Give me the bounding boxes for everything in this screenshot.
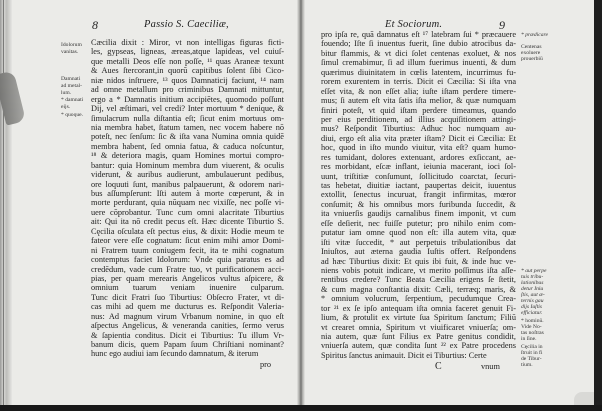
margin-note: * aut perpe [521, 268, 547, 274]
text-line: & Aues ſtercorant,in quorū capitibus ſolent ſibi Cico- [91, 66, 284, 76]
text-line: fouendo; Iſte ſi inuentus fuerit, ſine dubio atrocibus da- [321, 39, 516, 49]
margin-note: Cęcilia in [521, 344, 543, 350]
text-line: putatur iam omne quod non eſt: illa autem vita, quæ [321, 228, 516, 238]
margin-note: eijs. [61, 104, 71, 110]
text-line: niæ nidos inſtruere, ¹³ quos Damnaticij faciunt, ¹⁴ nam [91, 75, 284, 85]
text-line: morte perdurant, quia nūquam nec vixiſſe, nec poſſe vi- [91, 198, 284, 208]
text-line: iſti vitæ ſuccedit, * aut perpetuis tribulationibus dat [321, 237, 516, 247]
text-line: lium, & protulit ex virtute ſua Spiritum ſanctum; Filiū [321, 313, 516, 323]
margin-note: Damnati [61, 76, 81, 82]
text-line: nia autem, quæ ſunt Filius ex Patre genitus condidit, [321, 332, 516, 341]
text-line: bus aſſumpſerunt: Iſti autem à morte cœperunt, & in [91, 189, 284, 198]
text-line: extollit, ſenectus incuruat, frangit infirmitas, mœror [321, 190, 516, 200]
text-line: fateor vere eſſe cognatum: ſicut enim mihi amor Domi- [91, 236, 284, 246]
margin-note: efficiatur. [521, 310, 543, 316]
text-line: poteſt, nec ſenſum: ſic & iſta vana Numina omnia quidē [91, 132, 284, 142]
body-text-right [321, 30, 516, 360]
text-line: pro ipſa re, quā damnatus eſt ¹⁷ latebram ſui * præcauere [321, 30, 516, 39]
text-line: rentibus credere? Tunc Beata Cæcilia erigens ſe ſtetit, [321, 275, 516, 285]
margin-note: * prædicare [521, 32, 548, 38]
text-line: res morbidant, eſcæ inflant, ieiunia macerant, ioci ſol- [321, 162, 516, 172]
text-line: conſumit; & his omnibus mors furibunda ſuccedit, & [321, 199, 516, 209]
page-number-right: 9 [499, 18, 505, 32]
margin-note: ternis gau [521, 298, 544, 304]
text-line: eſſet vita, & non eſſet alia; iuſte iſtam perdere timere- [321, 86, 516, 96]
text-line: mus; ſi autem eſt vita ſatis iſta melior, & quæ numquam [321, 96, 516, 106]
text-line: * omnium volucrum, ſerpentium, pecudumque Crea- [321, 294, 516, 304]
text-line: quærimus diuinitatem in cœlis latentem, incurrimus fu- [321, 67, 516, 77]
text-line: uere cōprobantur. Tunc cum omni alacritate Tiburtius [91, 207, 284, 217]
text-line: ita vniuerſis gaudijs carnalibus finem imponit, vt cum [321, 209, 516, 219]
text-line: finiri poteſt, vt quid iſtam perdere timeamus, quando [321, 105, 516, 115]
book-gutter [297, 0, 305, 405]
text-line: ait: Qui ita nō credit pecus eſt. Hæc dicente Tiburtio S. [91, 217, 284, 227]
text-line: Dij, vel æſtimari, vel credi? Inter mortuum * denique, & [91, 104, 284, 114]
running-head-left: Passio S. Caeciliæ, [144, 19, 229, 30]
text-line: per eius perditionem, ad illius acquiſitionem attingi- [321, 114, 516, 124]
text-line: res tumidant, dolores extenuant, ardores exſiccant, ae- [321, 152, 516, 162]
text-line: ergo a * Damnatis initium accipiētes, quomodo poſſunt [91, 94, 284, 104]
running-head-right: Et Sociorum. [385, 19, 443, 30]
margin-note: de Tibur- [521, 356, 542, 362]
margin-note: ad metal- [61, 83, 82, 89]
text-line: Cæcilia dixit : Miror, vt non intelligas figuras ficti- [91, 38, 284, 47]
text-line: Iniuſtos, aut æterna gaudia Iuſtis offert. Reſpondens [321, 247, 516, 257]
catchword-right: vnum [481, 361, 500, 371]
text-line: eſſe deſierit, nec fuiſſe putetur; pro nihilo enim com- [321, 218, 516, 228]
margin-note: lum. [61, 90, 72, 96]
margin-note: lationibus [521, 280, 544, 286]
margin-note: tium. [521, 362, 533, 368]
text-line: membra habent, ſed omnia fatua, & caduca noſcuntur, [91, 141, 284, 151]
text-line: omnium tuarum veniam inuenire culparum. [91, 283, 284, 293]
margin-note: Centenas [521, 44, 542, 50]
text-line: diui, ergo eſt alia vita præter iſtam? Dicit ei Cæcilia: Et [321, 133, 516, 143]
margin-note: tuis tribu- [521, 274, 544, 280]
margin-note: dijs Iuſtis [521, 304, 542, 310]
margin-note: Vide No- [521, 324, 542, 330]
text-line: ad omne metallum pro criminibus Damnati mittuntur, [91, 85, 284, 95]
text-line: ſimulacrum nulla diſtantia eſt; ſicut enim mortuus om- [91, 113, 284, 123]
text-line: banum dicis, quem Papam ſuum Chriſtiani nominant? [91, 340, 284, 349]
text-line: ſimul cremabimur, ſi ad illum fuerimus inuenti, & dum [321, 58, 516, 68]
text-line: credēdum, vade cum Fratre tuo, vt purificationem acci- [91, 264, 284, 274]
text-line: bantur: quia Hominum membra dum viuerent, & oculis [91, 160, 284, 170]
margin-note: in ſine. [521, 336, 537, 342]
text-line: nia membra habet, ſtatum tamen, nec vocem habere nō [91, 122, 284, 132]
catchword-left: pro [260, 360, 272, 370]
text-line: Spiritus ſanctus animauit. Dicit ei Tiburtius: Certe [321, 350, 487, 360]
text-line: rorem exurentem in terris. Dicit ei Cæcilia: Si iſta vna [321, 77, 516, 87]
scan-border-bottom [0, 405, 602, 411]
text-line: viderunt, & auribus audierunt, ambulauerunt pedibus, [91, 170, 284, 180]
text-line: contemptus faciet Idolorum: Vnde quia paratus es ad [91, 255, 284, 265]
text-line: uunt, triſtitiæ conſumunt, ſollicitudo coarctat, ſecuri- [321, 171, 516, 181]
margin-note: ſtruit in fi [521, 350, 543, 356]
text-line: hunc ego audiui iam ſecundo damnatum, & iterum [91, 349, 259, 359]
text-line: hoc, quod in iſto mundo viuitur, vita eſt? quam humo- [321, 143, 516, 153]
text-line: ore loquuti ſunt, manibus palpauerunt, & odorem nari- [91, 179, 284, 189]
text-line: tas hebetat, diuitiæ iactant, paupertas deicit, iuuentus [321, 181, 516, 190]
text-line: Cęcilia oſculata eſt pectus eius, & dixit: Hodie meum te [91, 226, 284, 236]
page-stack-edge-left [0, 0, 12, 405]
text-line: mus? Reſpondit Tiburtius: Adhuc hoc numquam au- [321, 124, 516, 134]
margin-note: ſtis, aut æ- [521, 292, 545, 298]
text-line: ni Fratrem tuum coniugem fecit, ita te mihi cognatum [91, 245, 284, 255]
text-line: cas mihi ad quem me ducturus es. Reſpondit Valeria- [91, 302, 284, 312]
text-line: vt crearet omnia, Spiritum vt viuificaret vniuerſa; om- [321, 322, 516, 332]
margin-note: * hominū. [521, 318, 544, 324]
text-line: ad hæc Tiburtius dixit: Et quis ibi fuit, & inde huc ve- [321, 256, 516, 266]
right-page [305, 0, 594, 405]
text-line: Tunc dicit Fratri ſuo Tiburtius: Obſecro Frater, vt di- [91, 292, 284, 302]
text-line: pias, per quam merearis Angelicos vultus aſpicere, & [91, 273, 284, 283]
text-line: & cum magna conſtantia dixit: Cæli, terræq; maris, & [321, 284, 516, 294]
text-line: nus: Ad magnum virum Vrbanum nomine, in quo eſt [91, 311, 284, 321]
margin-note: prouerbiū [521, 56, 543, 62]
scan-border-right [594, 0, 602, 411]
margin-note: vanitas. [61, 49, 79, 55]
body-text-left [91, 38, 284, 359]
margin-note: * damnati [61, 97, 84, 103]
margin-note: exoluere [521, 50, 541, 56]
text-line: tor ²¹ ex ſe ipſo antequam iſta omnia faceret genuit Fi- [321, 303, 516, 313]
margin-note: detur Iniu [521, 286, 544, 292]
text-line: vniuerſa autem, quæ condita ſunt ²² ex Patre procedens [321, 341, 516, 351]
margin-note: tas noſtras [521, 330, 544, 336]
text-line: niens vobis potuit indicare, vt merito poſſimus iſta aſſe- [321, 265, 516, 275]
text-line: & ſapientia conditus. Dicit ei Tiburtius: Tu illum Vr- [91, 330, 284, 340]
page-number-left: 8 [92, 18, 98, 32]
text-line: bitur flammis, & vt dici ſolet centenas exoluet, & nos [321, 48, 516, 58]
margin-note: Idolorum [61, 42, 82, 48]
margin-note: * quoque. [61, 112, 84, 118]
text-line: les, gypseas, ligneas, æreas,atque lapideas, vel cuiuſ- [91, 47, 284, 57]
left-page [12, 0, 297, 405]
text-line: que metalli Deos eſſe non poſſe, ¹¹ quas Araneæ texunt [91, 56, 284, 66]
text-line: ¹⁸ & deteriora magis, quam Homines mortui compro- [91, 151, 284, 161]
text-line: aſpectus Angelicus, & veneranda canities, ſermo verus [91, 321, 284, 331]
signature-mark: C [435, 360, 442, 372]
